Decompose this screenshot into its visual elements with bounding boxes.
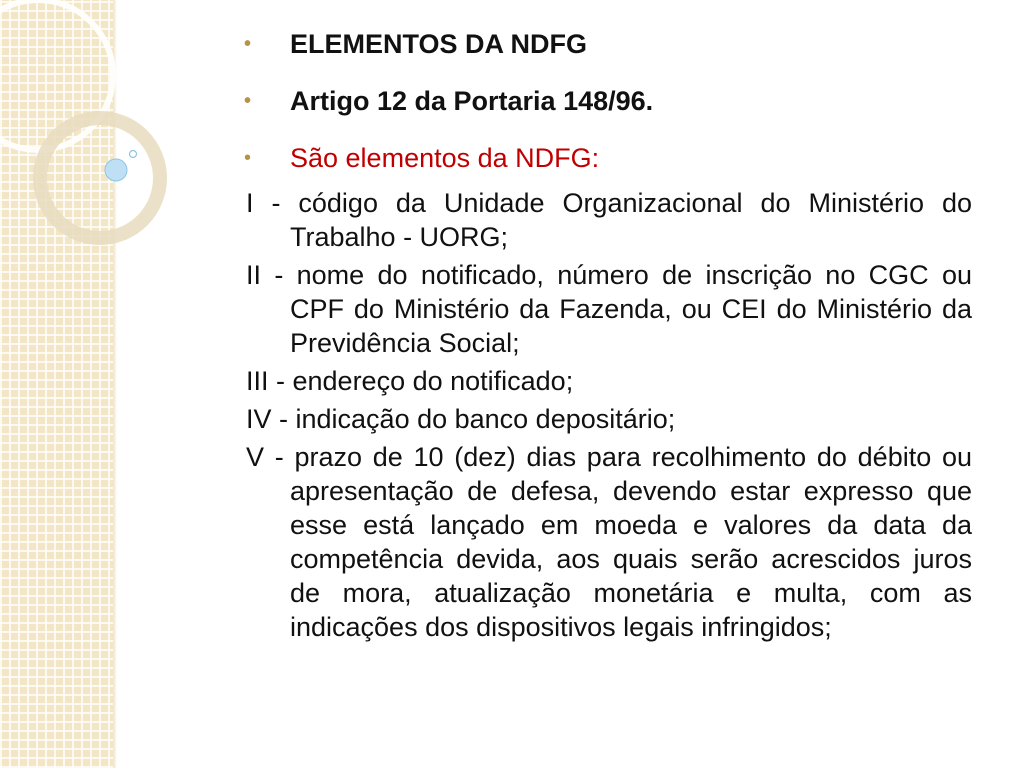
bullet-text: São elementos da NDFG: — [290, 143, 600, 173]
bullet-marker: • — [244, 90, 252, 112]
decorative-circles — [0, 0, 180, 260]
bullet-marker: • — [244, 147, 252, 169]
bullet-text: ELEMENTOS DA NDFG — [290, 29, 588, 59]
list-item: II - nome do notificado, número de inscrição no CGC ou CPF do Ministério da Fazenda, ou CEI do Ministério da Previdência Social; — [246, 260, 972, 358]
bullet-list — [244, 24, 984, 195]
decorative-thick-ring — [40, 118, 160, 238]
list-item: IV - indicação do banco depositário; — [246, 404, 676, 434]
list-item: III - endereço do notificado; — [246, 366, 574, 396]
elements-list — [246, 186, 972, 648]
bullet-marker: • — [244, 33, 252, 55]
bullet-text: Artigo 12 da Portaria 148/96. — [290, 86, 654, 116]
decorative-small-bubble — [130, 151, 137, 158]
bullet-title — [244, 24, 984, 81]
bullet-subtitle — [244, 81, 984, 138]
list-item: V - prazo de 10 (dez) dias para recolhimento do débito ou apresentação de defesa, devendo estar expresso que esse está lançado em moeda e valores da data da competência devida, aos quais serão acrescidos juros de mora, atualização monetária e multa, com as indicações dos dispositivos legais infringidos; — [246, 442, 972, 642]
decorative-blue-bubble — [105, 159, 127, 181]
list-item: I - código da Unidade Organizacional do Ministério do Trabalho - UORG; — [246, 188, 972, 252]
